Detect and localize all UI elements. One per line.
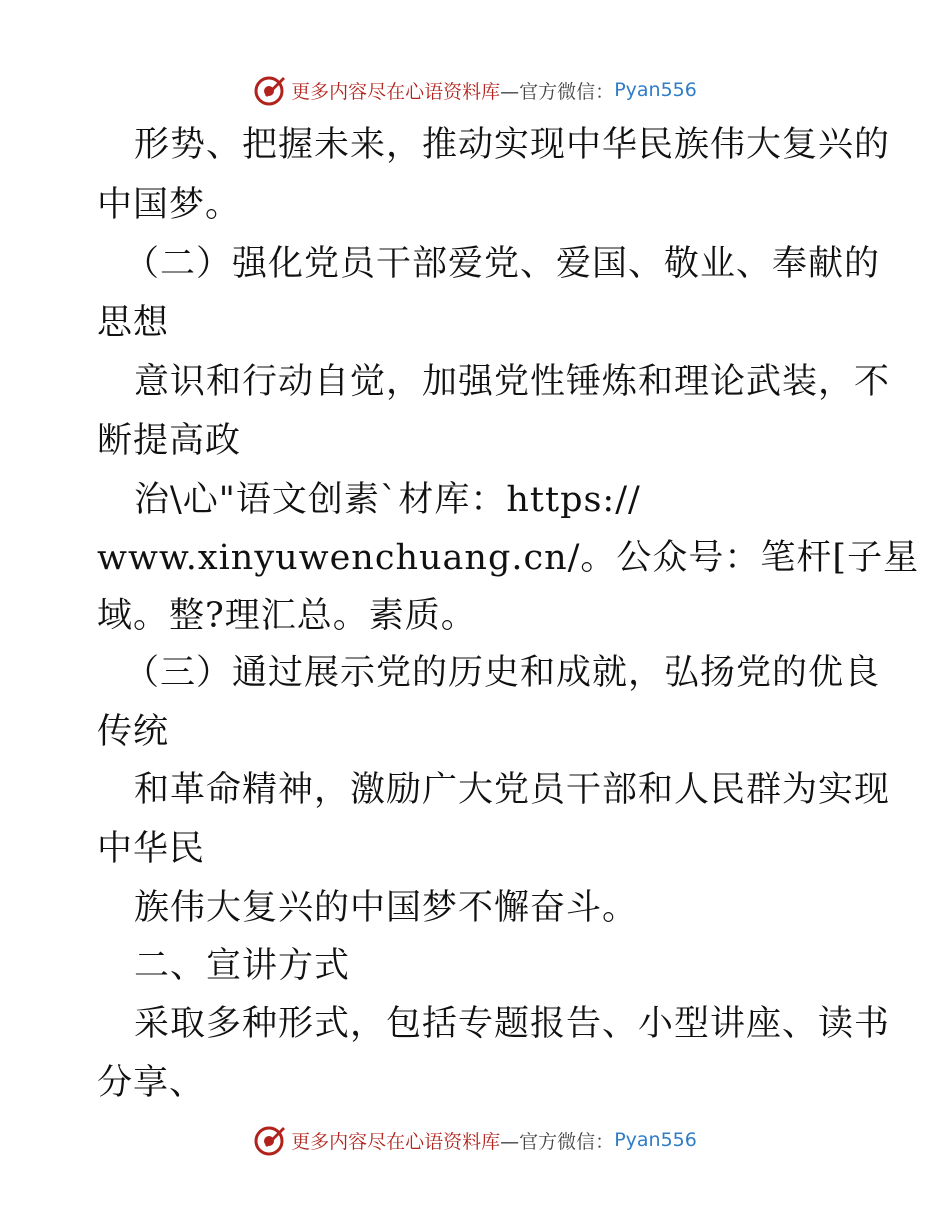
doc-line-8: www.xinyuwenchuang.cn/。公众号：笔杆[子星 bbox=[97, 538, 920, 578]
header-banner-wechat-id: Pyan556 bbox=[614, 79, 697, 101]
doc-line-9: 域。整?理汇总。素质。 bbox=[97, 596, 477, 636]
doc-line-4: 思想 bbox=[97, 303, 170, 343]
doc-line-14: 族伟大复兴的中国梦不懈奋斗。 bbox=[134, 888, 639, 928]
doc-line-12: 和革命精神，激励广大党员干部和人民群为实现 bbox=[134, 770, 891, 810]
doc-line-1: 形势、把握未来，推动实现中华民族伟大复兴的 bbox=[134, 125, 891, 165]
footer-banner-text: 更多内容尽在心语资料库 bbox=[291, 1130, 501, 1153]
doc-line-10: （三）通过展示党的历史和成就，弘扬党的优良 bbox=[124, 653, 881, 693]
doc-line-6: 断提高政 bbox=[97, 421, 242, 461]
footer-banner-suffix: —官方微信： bbox=[500, 1130, 615, 1153]
footer-banner-wechat-id: Pyan556 bbox=[614, 1129, 697, 1151]
doc-line-16: 采取多种形式，包括专题报告、小型讲座、读书 bbox=[134, 1004, 891, 1044]
doc-line-5: 意识和行动自觉，加强党性锤炼和理论武装，不 bbox=[134, 362, 891, 402]
doc-line-2: 中国梦。 bbox=[97, 185, 242, 225]
quill-logo-icon bbox=[253, 73, 287, 107]
doc-line-13: 中华民 bbox=[97, 829, 206, 869]
footer-banner bbox=[0, 1120, 950, 1160]
header-banner-suffix: —官方微信： bbox=[500, 80, 615, 103]
doc-line-3: （二）强化党员干部爱党、爱国、敬业、奉献的 bbox=[124, 244, 881, 284]
header-banner bbox=[0, 70, 950, 110]
doc-line-15: 二、宣讲方式 bbox=[134, 946, 351, 986]
quill-logo-icon bbox=[253, 1123, 287, 1157]
header-banner-text: 更多内容尽在心语资料库 bbox=[291, 80, 501, 103]
doc-line-17: 分享、 bbox=[97, 1063, 206, 1103]
doc-line-11: 传统 bbox=[97, 712, 170, 752]
doc-line-7: 治\心"语文创素`材库：https:// bbox=[134, 480, 641, 520]
